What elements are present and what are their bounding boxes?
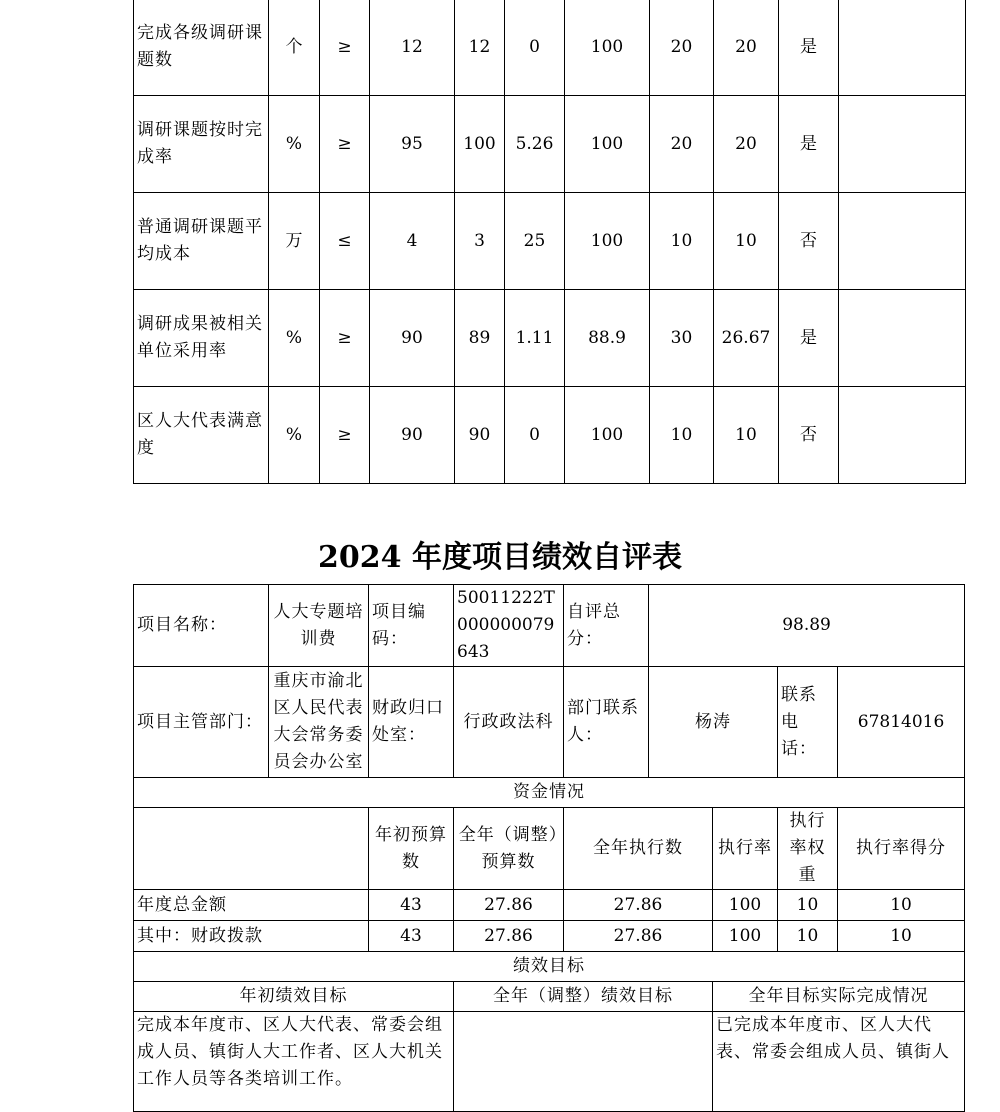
perf-adjusted [454,1012,713,1112]
indicator-weight: 10 [650,387,714,484]
indicator-met: 否 [779,387,839,484]
funds-col: 执行率权重 [778,808,838,890]
indicator-name: 区人大代表满意度 [134,387,269,484]
funds-row-label: 其中：财政拨款 [134,921,369,952]
perf-col: 全年目标实际完成情况 [713,982,965,1012]
perf-actual: 已完成本年度市、区人大代表、常委会组成人员、镇街人 [713,1012,965,1112]
funds-cell: 10 [778,921,838,952]
indicator-actual: 3 [455,193,505,290]
funds-cell: 27.86 [564,890,713,921]
indicator-target: 4 [370,193,455,290]
funds-cell: 27.86 [454,890,564,921]
indicator-note [839,290,966,387]
indicator-actual: 89 [455,290,505,387]
indicator-name: 调研成果被相关单位采用率 [134,290,269,387]
indicator-target: 12 [370,0,455,96]
indicator-score: 10 [714,193,779,290]
indicator-rate: 100 [565,0,650,96]
indicator-weight: 30 [650,290,714,387]
indicator-score: 20 [714,0,779,96]
form-title: 2024 年度项目绩效自评表 [318,540,682,575]
indicator-name: 普通调研课题平均成本 [134,193,269,290]
indicator-met: 否 [779,193,839,290]
funds-header: 资金情况 [134,778,965,808]
perf-content-row [134,1012,965,1112]
funds-cell: 10 [838,890,965,921]
indicator-score: 10 [714,387,779,484]
indicator-unit: % [269,290,320,387]
funds-cell: 27.86 [454,921,564,952]
indicator-rate: 100 [565,96,650,193]
project-info-row [134,585,965,667]
perf-header: 绩效目标 [134,952,965,982]
indicator-row [134,193,966,290]
funds-col: 执行率得分 [838,808,965,890]
project-code: 50011222T000000079643 [454,585,564,667]
perf-columns-row [134,982,965,1012]
indicator-row [134,0,966,96]
indicator-name: 调研课题按时完成率 [134,96,269,193]
funds-cell: 10 [838,921,965,952]
indicator-deviation: 25 [505,193,565,290]
indicator-met: 是 [779,290,839,387]
indicator-row [134,96,966,193]
indicator-note [839,96,966,193]
indicator-row [134,290,966,387]
dept-label: 项目主管部门： [134,667,269,778]
indicator-rate: 100 [565,193,650,290]
indicator-note [839,387,966,484]
perf-col: 年初绩效目标 [134,982,454,1012]
indicator-deviation: 0 [505,387,565,484]
funds-columns-row [134,808,965,890]
indicator-actual: 90 [455,387,505,484]
funds-corner [134,808,369,890]
indicator-weight: 20 [650,0,714,96]
indicator-deviation: 1.11 [505,290,565,387]
contact: 杨涛 [649,667,778,778]
indicator-score: 20 [714,96,779,193]
indicator-op: ≥ [320,96,370,193]
indicator-op: ≥ [320,0,370,96]
indicator-target: 90 [370,290,455,387]
phone-label: 联系电话： [778,667,838,778]
indicator-met: 是 [779,0,839,96]
finance-office: 行政政法科 [454,667,564,778]
contact-label: 部门联系人： [564,667,649,778]
indicator-table [133,0,966,484]
funds-col: 全年（调整）预算数 [454,808,564,890]
indicator-met: 是 [779,96,839,193]
indicator-unit: % [269,96,320,193]
funds-cell: 43 [369,890,454,921]
indicator-unit: 个 [269,0,320,96]
indicator-note [839,193,966,290]
funds-header-row [134,778,965,808]
funds-col: 年初预算数 [369,808,454,890]
indicator-actual: 100 [455,96,505,193]
project-name: 人大专题培训费 [269,585,369,667]
department-row [134,667,965,778]
indicator-weight: 10 [650,193,714,290]
funds-cell: 43 [369,921,454,952]
funds-cell: 10 [778,890,838,921]
indicator-target: 95 [370,96,455,193]
self-evaluation-form [133,584,965,1112]
project-code-label: 项目编码： [369,585,454,667]
indicator-note [839,0,966,96]
indicator-deviation: 0 [505,0,565,96]
indicator-rate: 100 [565,387,650,484]
self-score-label: 自评总分： [564,585,649,667]
perf-initial: 完成本年度市、区人大代表、常委会组成人员、镇街人大工作者、区人大机关工作人员等各类培训工作。 [134,1012,454,1112]
indicator-rate: 88.9 [565,290,650,387]
funds-col: 全年执行数 [564,808,713,890]
indicator-unit: 万 [269,193,320,290]
indicator-op: ≥ [320,387,370,484]
indicator-deviation: 5.26 [505,96,565,193]
indicator-row [134,387,966,484]
funds-row [134,890,965,921]
perf-header-row [134,952,965,982]
funds-col: 执行率 [713,808,778,890]
indicator-op: ≥ [320,290,370,387]
funds-cell: 27.86 [564,921,713,952]
funds-row [134,921,965,952]
indicator-actual: 12 [455,0,505,96]
dept: 重庆市渝北区人民代表大会常务委员会办公室 [269,667,369,778]
indicator-unit: % [269,387,320,484]
finance-label: 财政归口处室： [369,667,454,778]
funds-row-label: 年度总金额 [134,890,369,921]
self-score: 98.89 [649,585,965,667]
indicator-op: ≤ [320,193,370,290]
funds-cell: 100 [713,890,778,921]
phone: 67814016 [838,667,965,778]
indicator-weight: 20 [650,96,714,193]
indicator-name: 完成各级调研课题数 [134,0,269,96]
funds-cell: 100 [713,921,778,952]
indicator-target: 90 [370,387,455,484]
perf-col: 全年（调整）绩效目标 [454,982,713,1012]
project-name-label: 项目名称： [134,585,269,667]
indicator-score: 26.67 [714,290,779,387]
